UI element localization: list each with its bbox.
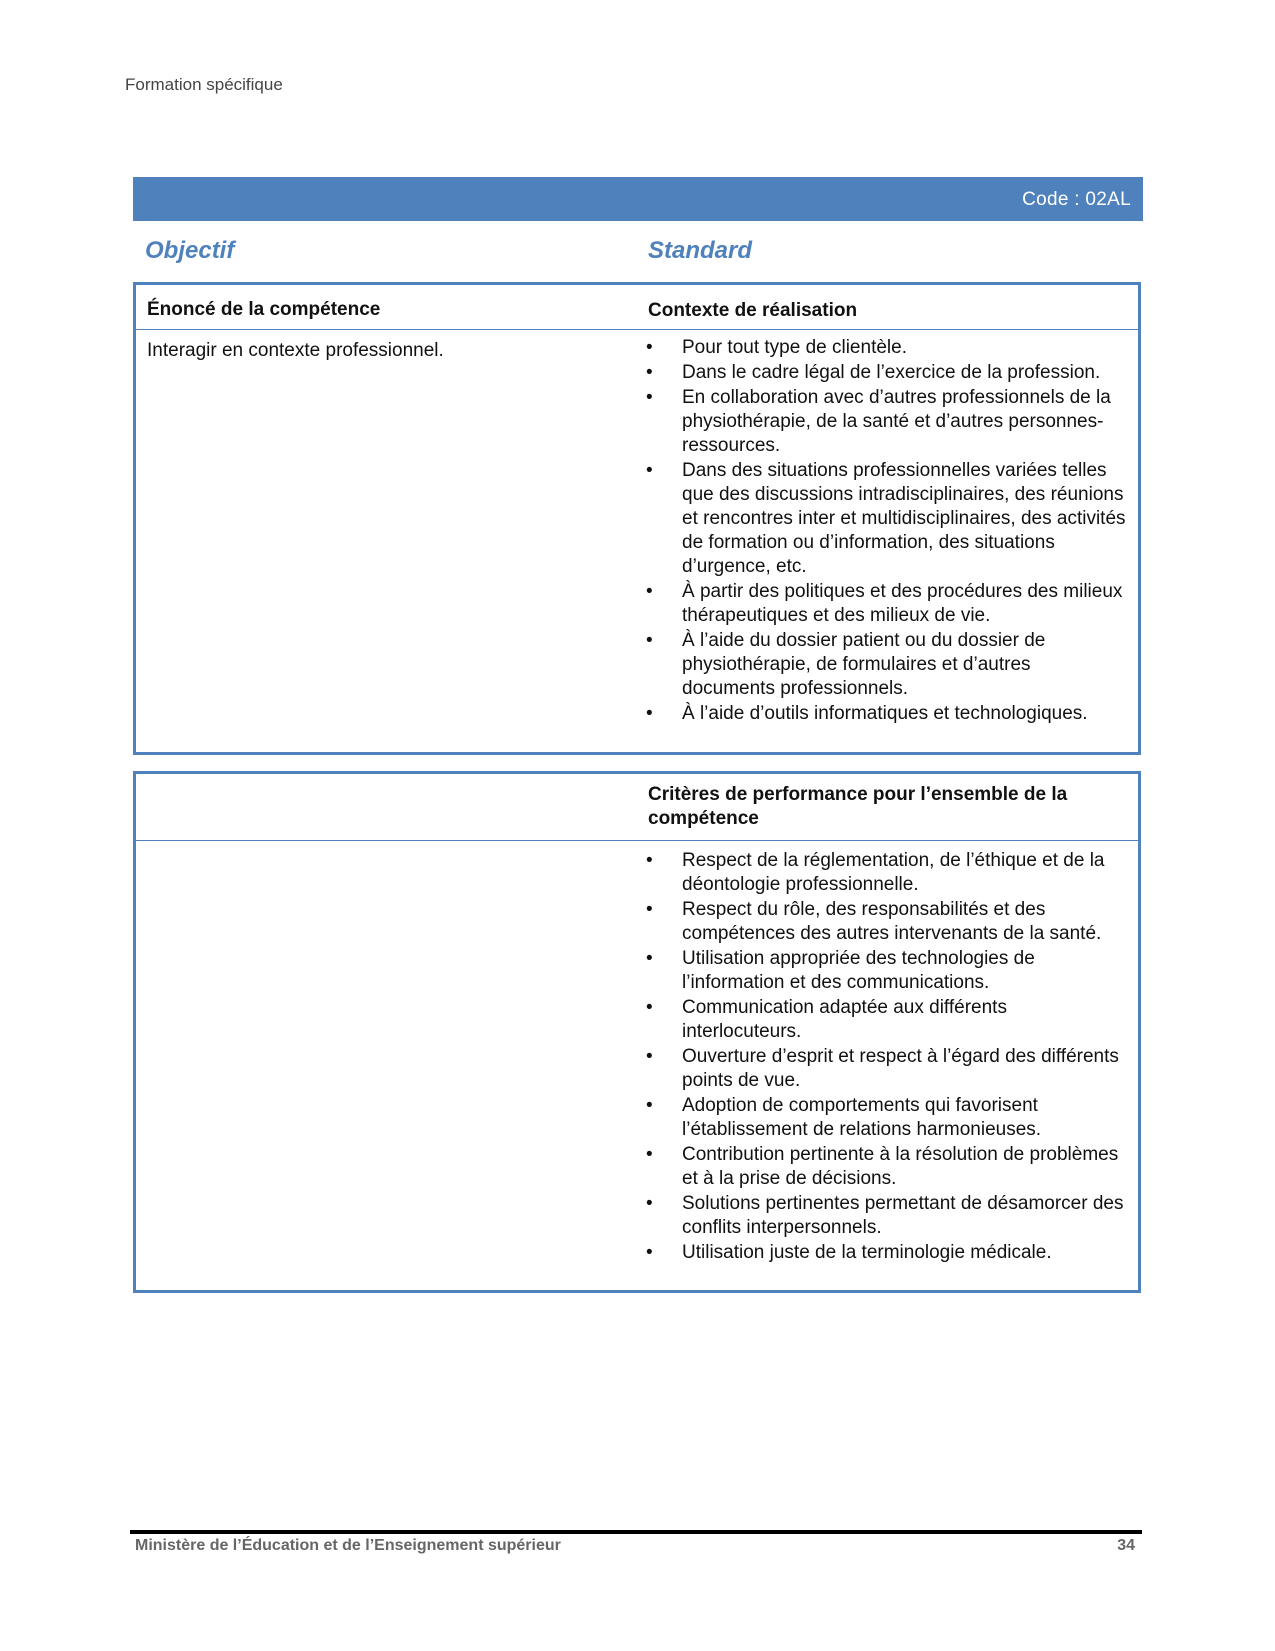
list-item xyxy=(646,1192,1126,1240)
competency-statement-header: Énoncé de la compétence xyxy=(147,299,381,320)
list-item-text: À partir des politiques et des procédures des milieux thérapeutiques et des milieux de vie. xyxy=(682,581,1123,626)
list-item xyxy=(646,459,1126,579)
page-number: 34 xyxy=(1117,1537,1135,1554)
realization-context-header: Contexte de réalisation xyxy=(648,300,858,321)
list-item xyxy=(646,1241,1126,1265)
bullet-icon: • xyxy=(646,362,653,383)
performance-criteria-list xyxy=(646,849,1126,1265)
column-titles xyxy=(145,237,1145,267)
footer-rule xyxy=(130,1530,1142,1534)
document-section-label: Formation spécifique xyxy=(125,75,283,94)
list-item-text: Solutions pertinentes permettant de désamorcer des conflits interpersonnels. xyxy=(682,1193,1124,1238)
bullet-icon: • xyxy=(646,1046,653,1067)
list-item xyxy=(646,629,1126,701)
bullet-icon: • xyxy=(646,703,653,724)
bullet-icon: • xyxy=(646,337,653,358)
performance-criteria-header: Critères de performance pour l’ensemble de la compétence xyxy=(648,784,1068,829)
list-item xyxy=(646,386,1126,458)
list-item xyxy=(646,1143,1126,1191)
list-item xyxy=(646,1094,1126,1142)
list-item xyxy=(646,336,1126,360)
list-item xyxy=(646,580,1126,628)
footer-organization: Ministère de l’Éducation et de l’Enseignement supérieur xyxy=(135,1537,561,1554)
list-item-text: À l’aide d’outils informatiques et technologiques. xyxy=(682,703,1088,724)
list-item-text: En collaboration avec d’autres professionnels de la physiothérapie, de la santé et d’autres personnes-ressources. xyxy=(682,387,1111,456)
list-item-text: Respect de la réglementation, de l’éthique et de la déontologie professionnelle. xyxy=(682,850,1105,895)
list-item-text: Adoption de comportements qui favorisent l’établissement de relations harmonieuses. xyxy=(682,1095,1042,1140)
competency-statement-table xyxy=(133,282,1141,755)
bullet-icon: • xyxy=(646,850,653,871)
list-item-text: Communication adaptée aux différents interlocuteurs. xyxy=(682,997,1007,1042)
list-item-text: Ouverture d’esprit et respect à l’égard des différents points de vue. xyxy=(682,1046,1119,1091)
list-item-text: Utilisation appropriée des technologies de l’information et des communications. xyxy=(682,948,1035,993)
list-item xyxy=(646,947,1126,995)
bullet-icon: • xyxy=(646,1144,653,1165)
bullet-icon: • xyxy=(646,899,653,920)
bullet-icon: • xyxy=(646,948,653,969)
performance-criteria-cell xyxy=(646,849,1126,1266)
list-item xyxy=(646,361,1126,385)
list-item xyxy=(646,849,1126,897)
code-bar xyxy=(133,177,1143,221)
list-item-text: Dans des situations professionnelles variées telles que des discussions intradisciplinaires, des réunions et rencontres inter et multidisciplinaires, des activités de formation ou d’information, des situations d’urgence, etc. xyxy=(682,460,1126,577)
bullet-icon: • xyxy=(646,1242,653,1263)
list-item xyxy=(646,702,1126,726)
table-header xyxy=(136,285,1138,330)
realization-context-list xyxy=(646,336,1126,726)
list-item-text: Respect du rôle, des responsabilités et des compétences des autres intervenants de la santé. xyxy=(682,899,1102,944)
bullet-icon: • xyxy=(646,997,653,1018)
competency-code: Code : 02AL xyxy=(1022,189,1131,210)
list-item xyxy=(646,996,1126,1044)
list-item-text: Contribution pertinente à la résolution de problèmes et à la prise de décisions. xyxy=(682,1144,1119,1189)
bullet-icon: • xyxy=(646,1095,653,1116)
standard-title: Standard xyxy=(648,237,753,264)
bullet-icon: • xyxy=(646,387,653,408)
list-item-text: Utilisation juste de la terminologie médicale. xyxy=(682,1242,1052,1263)
performance-criteria-table xyxy=(133,771,1141,1293)
bullet-icon: • xyxy=(646,581,653,602)
list-item xyxy=(646,1045,1126,1093)
list-item-text: Pour tout type de clientèle. xyxy=(682,337,907,358)
realization-context-cell xyxy=(646,336,1126,727)
list-item xyxy=(646,898,1126,946)
page-footer xyxy=(135,1537,1135,1559)
bullet-icon: • xyxy=(646,630,653,651)
bullet-icon: • xyxy=(646,460,653,481)
bullet-icon: • xyxy=(646,1193,653,1214)
table-header xyxy=(136,774,1138,841)
objective-title: Objectif xyxy=(145,237,235,264)
list-item-text: À l’aide du dossier patient ou du dossier de physiothérapie, de formulaires et d’autres documents professionnels. xyxy=(682,630,1046,699)
list-item-text: Dans le cadre légal de l’exercice de la profession. xyxy=(682,362,1101,383)
competency-statement-text: Interagir en contexte professionnel. xyxy=(147,340,444,361)
